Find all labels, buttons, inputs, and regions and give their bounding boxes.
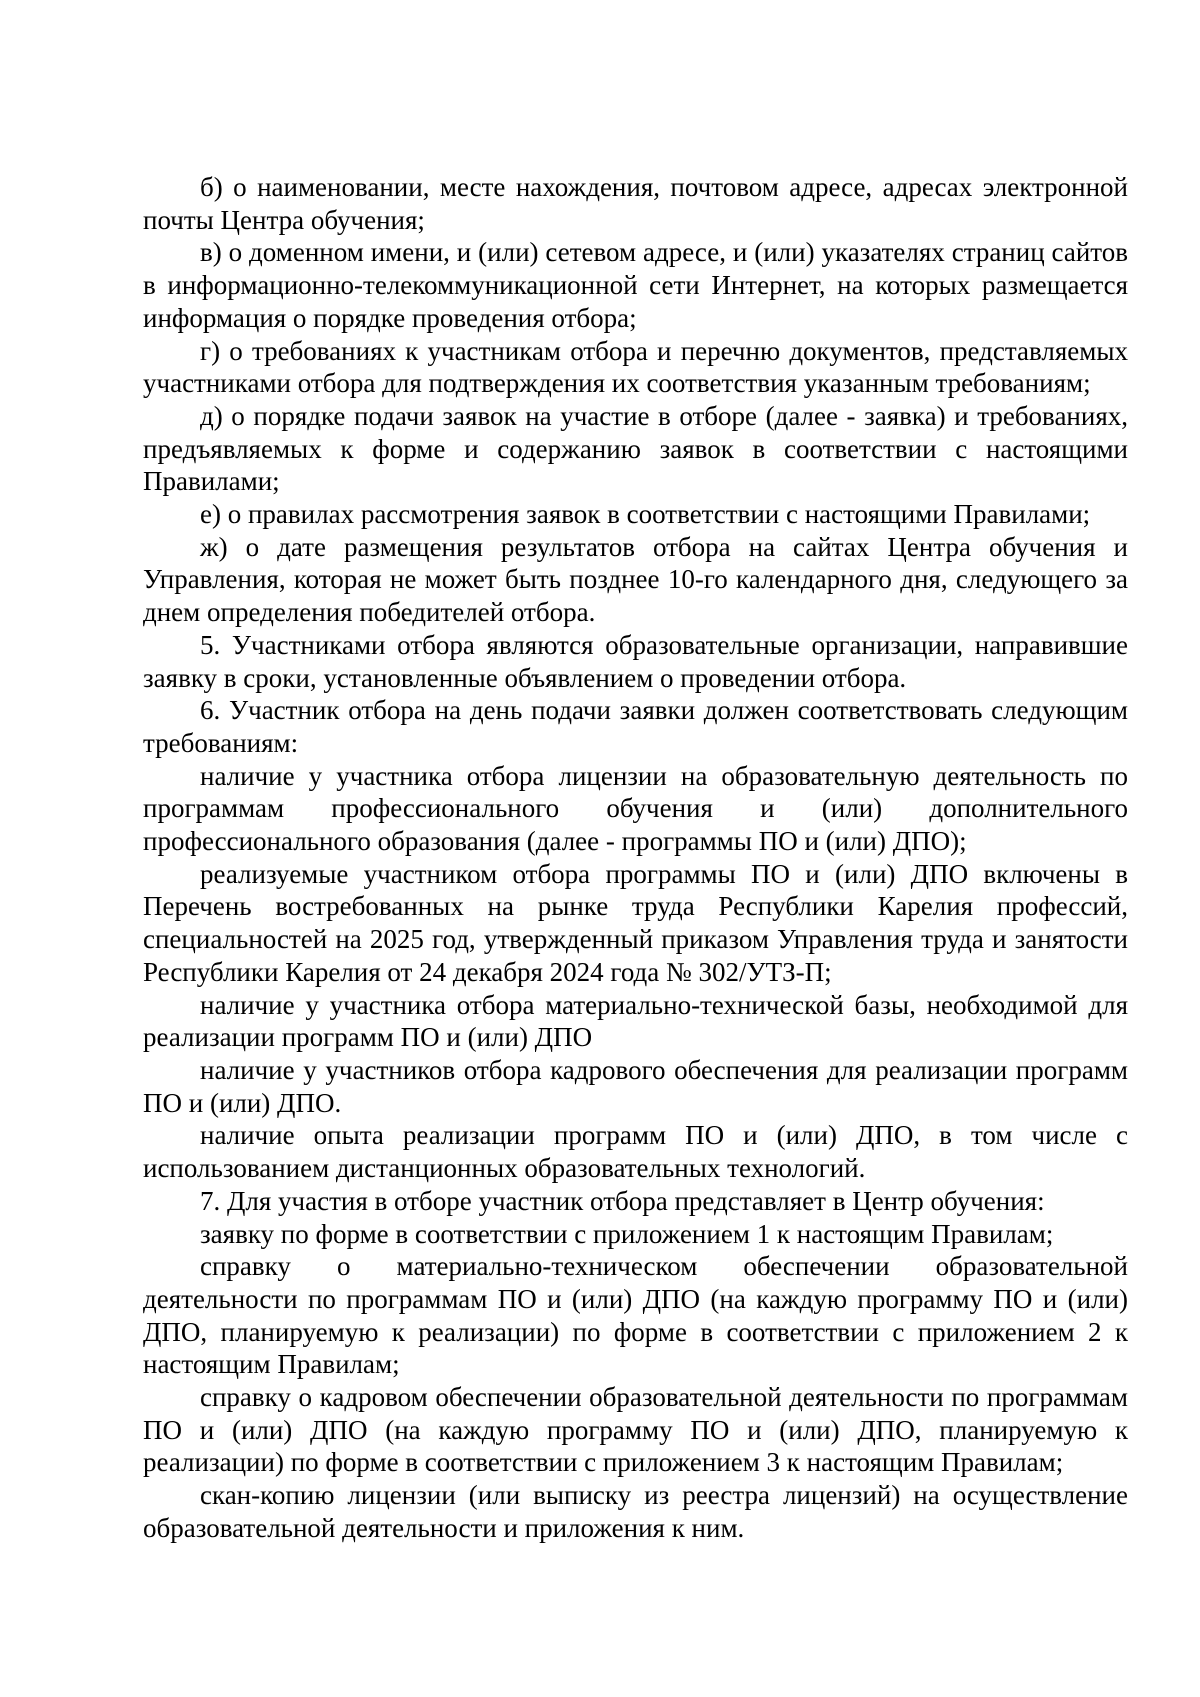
paragraph-document-staff-certificate: справку о кадровом обеспечении образовательной деятельности по программам ПО и (или) ДПО (на каждую программу ПО и (или) ДПО, планируемую к реализации) по форме в соответствии с приложением 3 к настоящим Правилам; — [143, 1382, 1128, 1478]
paragraph-requirement-license: наличие у участника отбора лицензии на образовательную деятельность по программам профессионального обучения и (или) дополнительного профессионального образования (далее - программы ПО и (или) ДПО); — [143, 760, 1128, 857]
paragraph-item-zh: ж) о дате размещения результатов отбора на сайтах Центра обучения и Управления, которая не может быть позднее 10-го календарного дня, следующего за днем определения победителей отбора. — [143, 531, 1128, 628]
paragraph-requirement-material-base: наличие у участника отбора материально-технической базы, необходимой для реализации программ ПО и (или) ДПО — [143, 989, 1128, 1053]
paragraph-item-v: в) о доменном имени, и (или) сетевом адресе, и (или) указателях страниц сайтов в информационно-телекоммуникационной сети Интернет, на которых размещается информация о порядке проведения отбора; — [143, 237, 1128, 333]
paragraph-item-d: д) о порядке подачи заявок на участие в отборе (далее - заявка) и требованиях, предъявляемых к форме и содержанию заявок в соответствии с настоящими Правилами; — [143, 400, 1128, 497]
paragraph-item-b: б) о наименовании, месте нахождения, почтовом адресе, адресах электронной почты Центра обучения; — [143, 172, 1128, 235]
paragraph-requirement-staff: наличие у участников отбора кадрового обеспечения для реализации программ ПО и (или) ДПО. — [143, 1054, 1128, 1118]
document-body — [143, 171, 1128, 1545]
paragraph-clause-7: 7. Для участия в отборе участник отбора представляет в Центр обучения: — [200, 1185, 1045, 1216]
paragraph-document-application: заявку по форме в соответствии с приложением 1 к настоящим Правилам; — [200, 1218, 1054, 1249]
paragraph-requirement-programs-list: реализуемые участником отбора программы ПО и (или) ДПО включены в Перечень востребованных на рынке труда Республики Карелия профессий, специальностей на 2025 год, утвержденный приказом Управления труда и занятости Республики Карелия от 24 декабря 2024 года № 302/УТЗ-П; — [143, 858, 1128, 987]
paragraph-clause-5: 5. Участниками отбора являются образовательные организации, направившие заявку в сроки, установленные объявлением о проведении отбора. — [143, 629, 1128, 693]
paragraph-clause-6: 6. Участник отбора на день подачи заявки должен соответствовать следующим требованиям: — [143, 695, 1128, 758]
paragraph-requirement-experience: наличие опыта реализации программ ПО и (или) ДПО, в том числе с использованием дистанционных образовательных технологий. — [143, 1120, 1128, 1184]
paragraph-document-material-certificate: справку о материально-техническом обеспечении образовательной деятельности по программам ПО и (или) ДПО (на каждую программу ПО и (или) ДПО, планируемую к реализации) по форме в соответствии с приложением 2 к настоящим Правилам; — [143, 1251, 1128, 1380]
paragraph-item-g: г) о требованиях к участникам отбора и перечню документов, представляемых участниками отбора для подтверждения их соответствия указанным требованиям; — [143, 335, 1128, 399]
paragraph-item-e: е) о правилах рассмотрения заявок в соответствии с настоящими Правилами; — [200, 499, 1091, 530]
paragraph-document-license-copy: скан-копию лицензии (или выписку из реестра лицензий) на осуществление образовательной деятельности и приложения к ним. — [143, 1480, 1128, 1543]
